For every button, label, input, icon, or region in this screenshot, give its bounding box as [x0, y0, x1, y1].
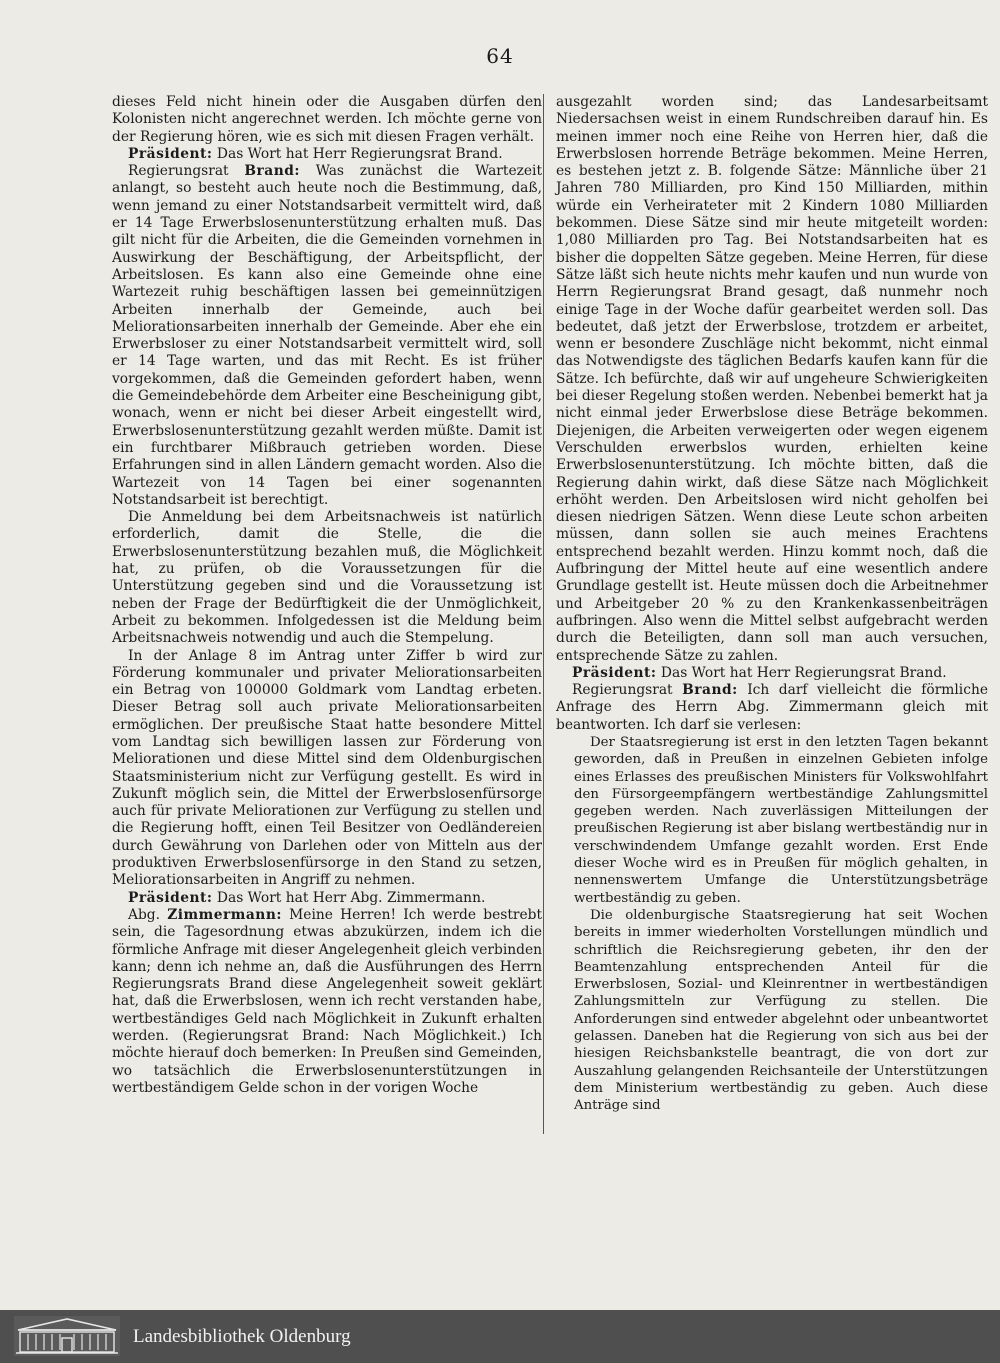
- speech-text: Das Wort hat Herr Regierungsrat Brand.: [656, 664, 947, 681]
- quoted-paragraph: Der Staatsregierung ist erst in den letzten Tagen bekannt geworden, daß in Preußen in einzelnen Gebieten infolge eines Erlasses des preußischen Ministers für Volkswohlfahrt den Fürsorgeempfängern wertbeständige Zahlungsmittel gegeben werden. Nach zuverlässigen Mitteilungen der preußischen Regierung ist aber bislang wertbeständig nur in verschwindendem Umfange gezahlt worden. Erst Ende dieser Woche wird es in Preußen für möglich gehalten, in nennenswertem Umfange die Unterstützungsbeträge wertbeständig zu geben.: [574, 734, 988, 906]
- speech-text: Das Wort hat Herr Regierungsrat Brand.: [212, 145, 503, 162]
- speech-paragraph: [556, 665, 988, 682]
- speech-text: Ich darf vielleicht die förmliche Anfrage des Herrn Abg. Zimmermann gleich mit beantworten. Ich darf sie verlesen:: [556, 682, 988, 733]
- speaker-name: Brand:: [244, 163, 300, 180]
- speech-paragraph: [556, 682, 988, 734]
- speaker-name: Zimmermann:: [167, 906, 282, 923]
- quoted-paragraph: Die oldenburgische Staatsregierung hat seit Wochen bereits in immer wiederholten Vorstellungen mündlich und schriftlich die Reichsregierung gebeten, ihr den der Beamtenzahlung entsprechenden Anteil für die Erwerbslosen, Sozial- und Kleinrentner in wertbeständigen Zahlungsmitteln zur Verfügung zu stellen. Die Anforderungen sind entweder abgelehnt oder unbeantwortet gelassen. Daneben hat die Regierung von sich aus bei der hiesigen Reichsbankstelle beantragt, die von dort zur Auszahlung gelangenden Reichsanteile der Unterstützungen dem Ministerium wertbeständig zu geben. Auch diese Anträge sind: [574, 907, 988, 1114]
- speech-text: Was zunächst die Wartezeit anlangt, so besteht auch heute noch die Bestimmung, daß, wenn jemand zu einer Notstandsarbeit vermittelt wird, daß er 14 Tage Erwerbslosenunterstützung erhalten muß. Das gilt nicht für die Arbeiten, die die Gemeinden vornehmen in Auswirkung der Beschäftigung, der Arbeitspflicht, der Arbeitslosen. Es kann also eine Gemeinde ohne eine Wartezeit ruhig beschäftigen lassen bei gemeinnützigen Arbeiten innerhalb der Gemeinde, auch bei Meliorationsarbeiten innerhalb der Gemeinde. Aber ehe ein Erwerbsloser zu einer Notstandsarbeit vermittelt wird, soll er 14 Tage warten, und das mit Recht. Es ist früher vorgekommen, daß die Gemeinden gefordert haben, wenn die Gemeindebehörde dem Arbeiter eine Bescheinigung gibt, wonach, wenn er nicht bei dieser Arbeit eingestellt wird, Erwerbslosenunterstützung gezahlt werden müßte. Damit ist ein furchtbarer Mißbrauch getrieben worden. Diese Erfahrungen sind in allen Ländern gemacht worden. Also die Wartezeit von 14 Tagen bei einer sogenannten Notstandsarbeit ist berechtigt.: [112, 163, 542, 508]
- left-column: [112, 94, 542, 1097]
- speech-paragraph: [112, 890, 542, 907]
- paragraph: ausgezahlt worden sind; das Landesarbeitsamt Niedersachsen weist in einem Rundschreiben darauf hin. Es meinen immer noch eine Reihe von Herren hier, daß die Erwerbslosen horrende Beträge bekommen. Meine Herren, es bestehen jetzt z. B. folgende Sätze: Männliche über 21 Jahren 780 Milliarden, pro Kind 150 Milliarden, mithin würde ein Verheirateter mit 2 Kindern 1080 Milliarden bekommen. Diese Sätze sind mir heute mitgeteilt worden: 1,080 Milliarden pro Tag. Bei Notstandsarbeiten hat es bisher die doppelten Sätze gegeben. Meine Herren, für diese Sätze läßt sich heute nichts mehr kaufen und nun wurde von Herrn Regierungsrat Brand gesagt, daß nunmehr noch einige Tage in der Woche dafür gearbeitet werden soll. Das bedeutet, daß jetzt der Erwerbslose, trotzdem er arbeitet, wenn er besondere Zuschläge nicht bekommt, nicht einmal das Notwendigste des täglichen Bedarfs kaufen kann für die Sätze. Ich befürchte, daß wir auf ungeheure Schwierigkeiten bei dieser Regelung stoßen werden. Nebenbei bemerkt hat ja nicht einmal jeder Erwerbslose diese Beträge bekommen. Diejenigen, die Arbeiten verweigerten oder wegen eigenem Verschulden erwerbslos wurden, erhielten keine Erwerbslosenunterstützung. Ich möchte bitten, daß die Regierung dahin wirkt, daß diese Sätze nach Möglichkeit erhöht werden. Den Arbeitslosen wird nicht geholfen bei diesen niedrigen Sätzen. Wenn diese Leute schon arbeiten müssen, dann sollen sie auch meines Erachtens entsprechend bezahlt werden. Hinzu kommt noch, daß die Aufbringung der Mittel heute auf eine wesentlich andere Grundlage gestellt ist. Heute müssen doch die Arbeitnehmer und Arbeitgeber 20 % zu den Krankenkassenbeiträgen aufbringen. Also wenn die Mittel selbst aufgebracht werden durch die Beteiligten, dann soll man auch versuchen, entsprechende Sätze zu zahlen.: [556, 94, 988, 664]
- library-name: Landesbibliothek Oldenburg: [133, 1326, 351, 1347]
- paragraph: In der Anlage 8 im Antrag unter Ziffer b wird zur Förderung kommunaler und privater Meliorationsarbeiten ein Betrag von 100000 Goldmark vom Landtag erbeten. Dieser Betrag soll auch private Meliorationsarbeiten ermöglichen. Der preußische Staat hatte besondere Mittel vom Landtag sich bewilligen lassen zur Förderung von Meliorationen und diese Mittel sind dem Oldenburgischen Staatsministerium nicht zur Verfügung gestellt. Es wird in Zukunft möglich sein, die Mittel der Erwerbslosenfürsorge auch für private Meliorationen zur Verfügung zu stellen und die Regierung hofft, einen Teil Besitzer von Oedländereien durch Gewährung von Darlehen oder von Mitteln aus der produktiven Erwerbslosenfürsorge in den Stand zu setzen, Meliorationsarbeiten in Angriff zu nehmen.: [112, 647, 542, 889]
- speech-paragraph: [112, 146, 542, 163]
- paragraph: dieses Feld nicht hinein oder die Ausgaben dürfen den Kolonisten nicht angerechnet werden. Ich möchte gerne von der Regierung hören, wie es sich mit diesen Fragen verhält.: [112, 94, 542, 145]
- speaker-name: Präsident:: [128, 889, 213, 906]
- speaker-title: Regierungsrat: [128, 163, 245, 180]
- speaker-name: Brand:: [682, 682, 738, 699]
- speech-text: Das Wort hat Herr Abg. Zimmermann.: [212, 889, 486, 906]
- library-building-icon: [14, 1316, 120, 1356]
- right-column: [556, 94, 988, 1115]
- speech-paragraph: [112, 163, 542, 509]
- speaker-name: Präsident:: [572, 664, 657, 681]
- speaker-title: Regierungsrat: [572, 682, 683, 699]
- speaker-name: Präsident:: [128, 145, 213, 162]
- speech-text: Meine Herren! Ich werde bestrebt sein, die Tagesordnung etwas abzukürzen, indem ich die förmliche Anfrage mit dieser Angelegenheit gleich verbinden kann; denn ich nehme an, daß die Ausführungen des Herrn Regierungsrats Brand diese Angelegenheit soweit geklärt hat, daß die Erwerbslosen, wenn ich recht verstanden habe, wertbeständiges Geld nach Möglichkeit in Zukunft erhalten werden. (Regierungsrat Brand: Nach Möglichkeit.) Ich möchte hierauf doch bemerken: In Preußen sind Gemeinden, wo tatsächlich die Erwerbslosenunterstützungen in wertbeständigem Gelde schon in der vorigen Woche: [112, 906, 542, 1096]
- paragraph: Die Anmeldung bei dem Arbeitsnachweis ist natürlich erforderlich, damit die Stelle, die die Erwerbslosenunterstützung bezahlen muß, die Möglichkeit hat, zu prüfen, ob die Voraussetzungen für die Unterstützung gegeben sind und die Voraussetzung ist neben der Frage der Bedürftigkeit die der Unmöglichkeit, Arbeit zu bekommen. Infolgedessen ist die Meldung beim Arbeitsnachweis notwendig und auch die Stempelung.: [112, 509, 542, 647]
- page-number: 64: [486, 44, 514, 68]
- speaker-title: Abg.: [128, 906, 168, 923]
- speech-paragraph: [112, 907, 542, 1097]
- column-divider: [543, 94, 544, 1134]
- footer-bar: [0, 1310, 1000, 1363]
